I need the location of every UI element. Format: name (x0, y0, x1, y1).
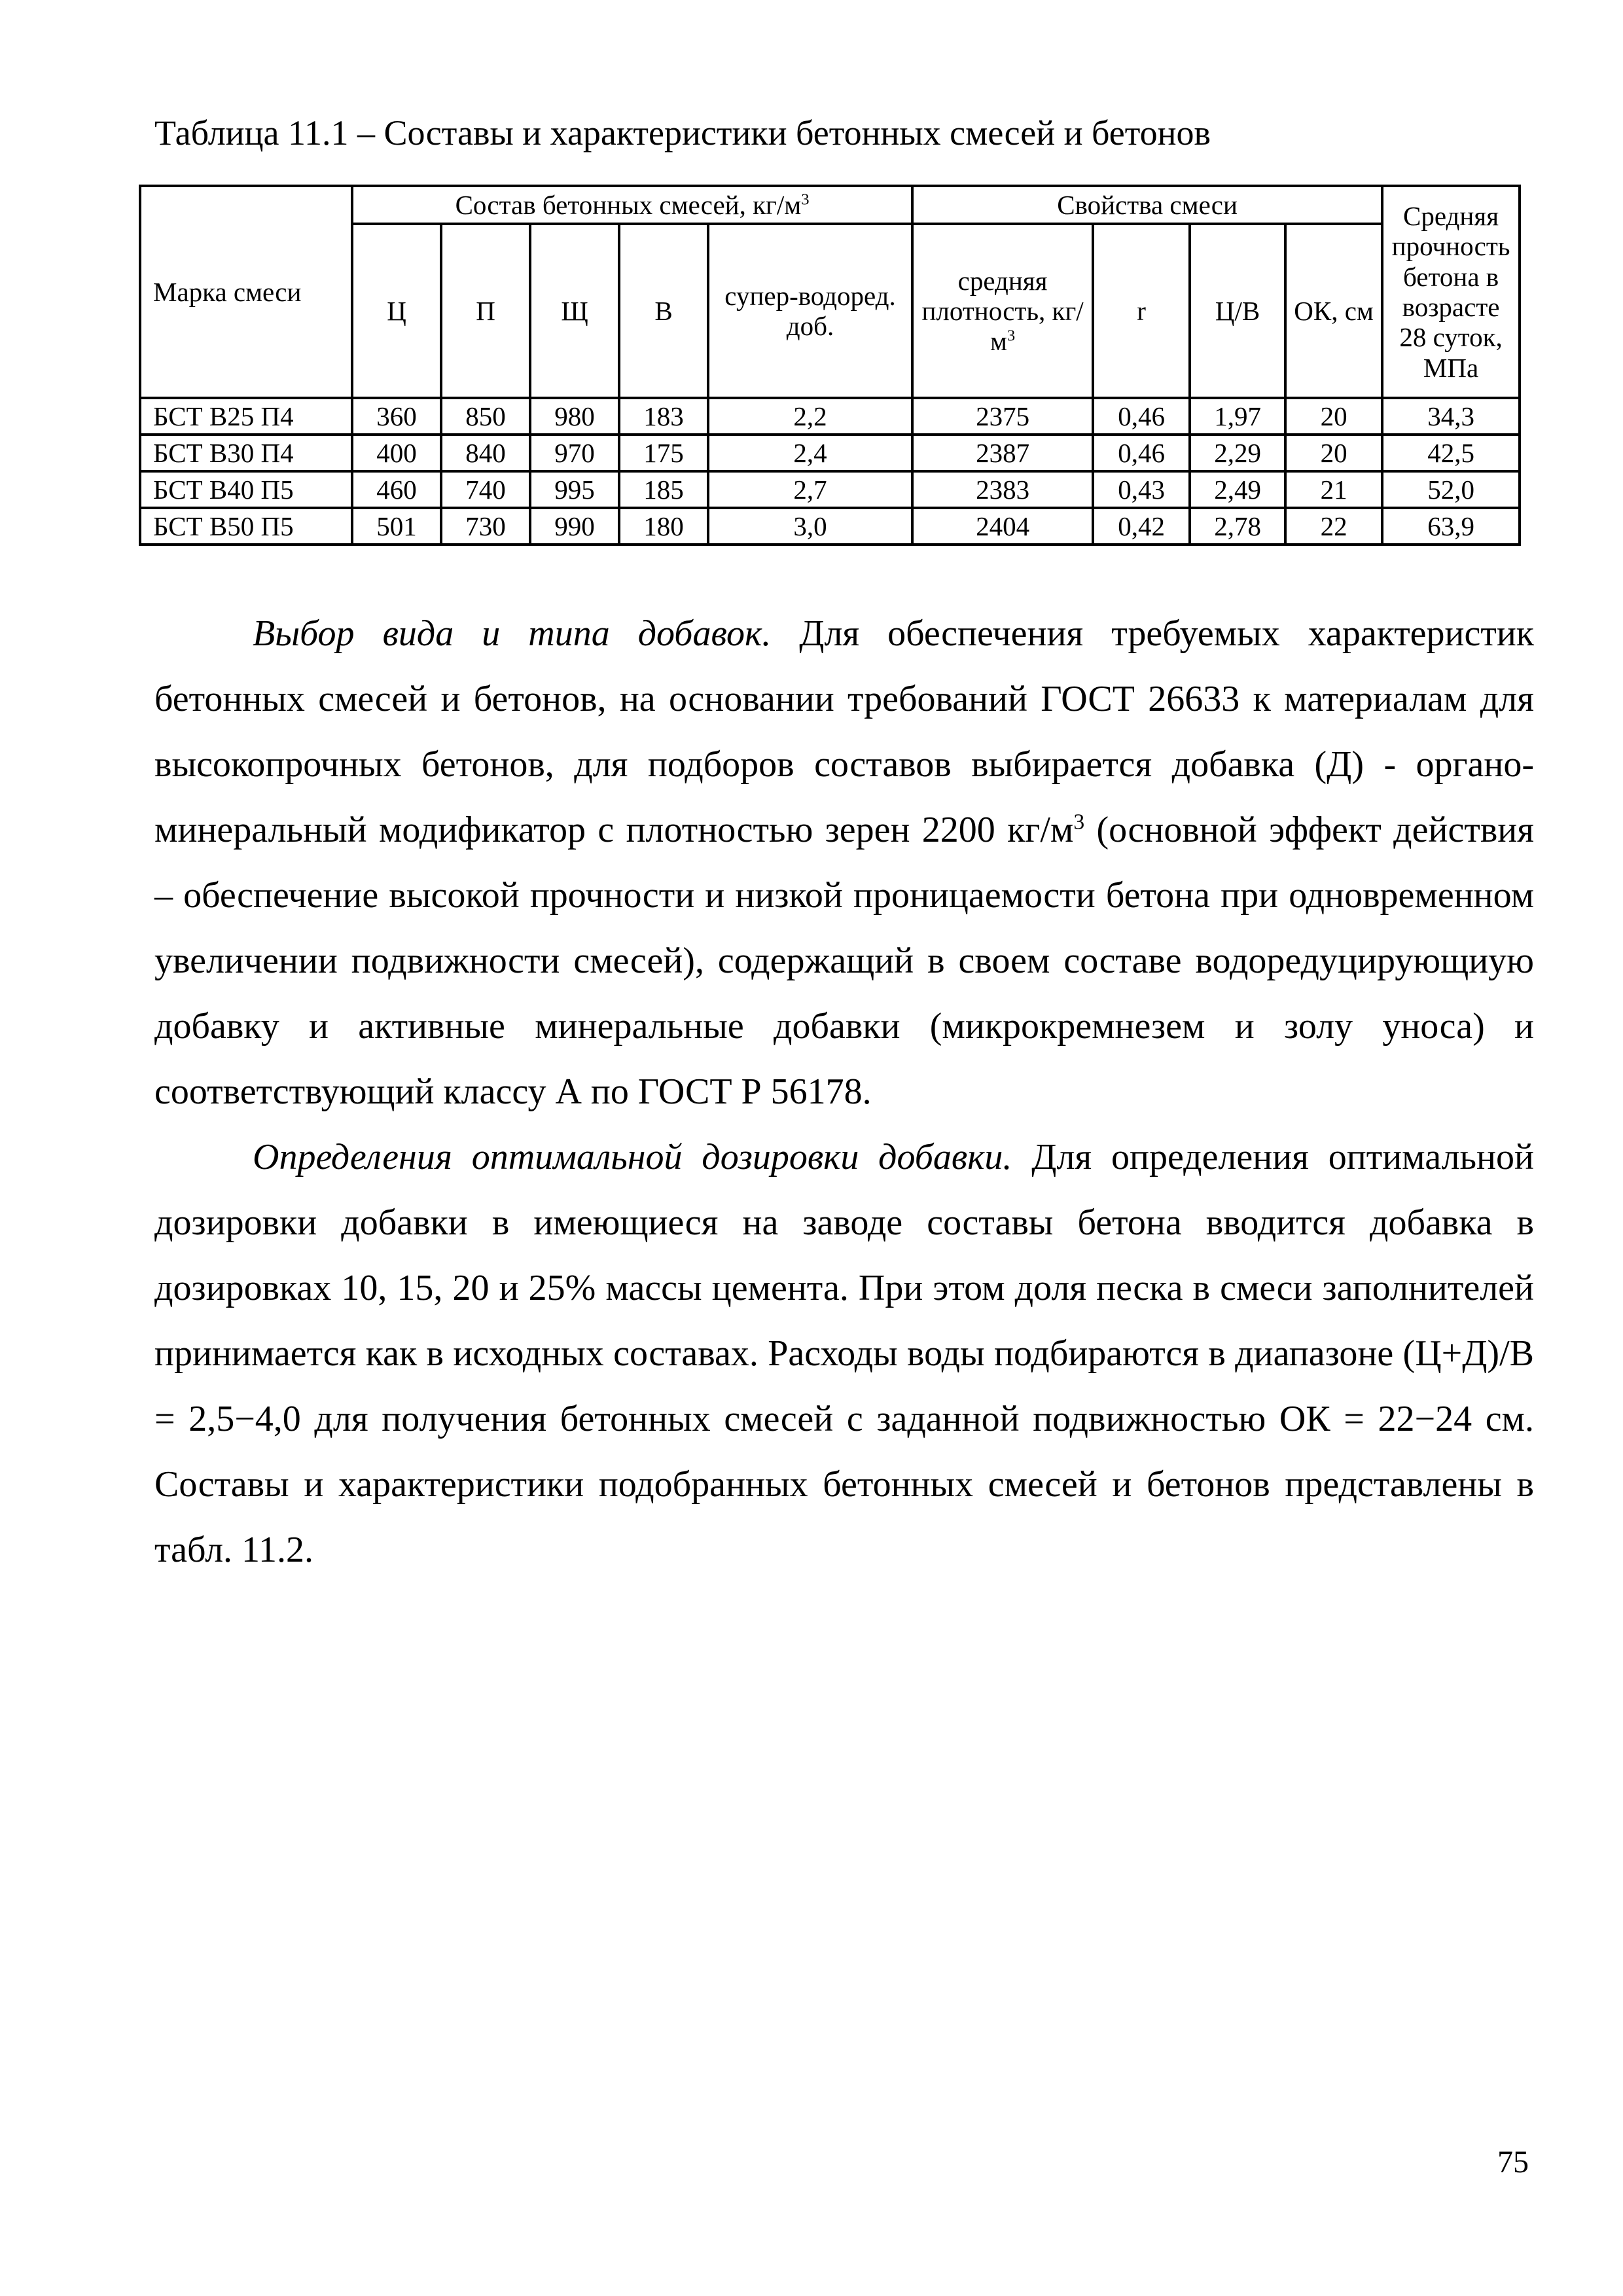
table-cell: 0,46 (1093, 435, 1190, 471)
table-cell: 460 (352, 471, 441, 508)
table-cell: 0,43 (1093, 471, 1190, 508)
table-cell: БСТ В30 П4 (140, 435, 352, 471)
table-cell: 970 (530, 435, 619, 471)
header-composition-group: Состав бетонных смесей, $кг/м^3$ (352, 186, 912, 224)
table-cell: 360 (352, 398, 441, 435)
header-c: Ц (352, 224, 441, 398)
table-cell: 2404 (912, 508, 1093, 545)
table-cell: БСТ В25 П4 (140, 398, 352, 435)
table-cell: 21 (1285, 471, 1382, 508)
table-cell: 990 (530, 508, 619, 545)
paragraph-optimal-dosage: Определения оптимальной дозировки добавки. Для определения оптимальной дозировки добавки в имеющиеся на заводе составы бетона вводится добавка в дозировках 10, 15, 20 и 25% массы цемента. При этом доля песка в смеси заполнителей принимается как в исходных составах. Расходы воды подбираются в диапазоне (Ц+Д)/В = 2,5−4,0 для получения бетонных смесей с заданной подвижностью ОК = 22−24 см. Составы и характеристики подобранных бетонных смесей и бетонов представлены в табл. 11.2. (154, 1137, 1534, 1570)
body-text (154, 601, 1534, 1583)
paragraph-lead: Определения оптимальной дозировки добавки. (253, 1137, 1012, 1177)
table-cell: 2,7 (708, 471, 912, 508)
header-strength: Средняя прочность бетона в возрасте 28 суток, МПа (1382, 186, 1520, 398)
table-cell: 740 (441, 471, 530, 508)
superscript: 3 (1073, 810, 1085, 834)
table-row (140, 471, 1520, 508)
table-cell: БСТ В50 П5 (140, 508, 352, 545)
paragraph-additive-choice: Выбор вида и типа добавок. Для обеспечения требуемых характеристик бетонных смесей и бетонов, на основании требований ГОСТ 26633 к материалам для высокопрочных бетонов, для подборов составов выбирается добавка (Д) - органо-минеральный модификатор с плотностью зерен 2200 $кг/м^3$ (основной эффект действия – обеспечение высокой прочности и низкой проницаемости бетона при одновременном увеличении подвижности смесей), содержащий в своем составе водоредуцирующиую добавку и активные минеральные добавки (микрокремнезем и золу уноса) и соответствующий классу А по ГОСТ Р 56178. (154, 613, 1535, 1112)
table-cell: 20 (1285, 435, 1382, 471)
table-cell: 2,78 (1190, 508, 1285, 545)
table-cell: 2375 (912, 398, 1093, 435)
table-cell: 400 (352, 435, 441, 471)
table-cell: 63,9 (1382, 508, 1520, 545)
table-cell: 501 (352, 508, 441, 545)
header-v: В (619, 224, 708, 398)
table-cell: 34,3 (1382, 398, 1520, 435)
table-cell: 1,97 (1190, 398, 1285, 435)
page-number: 75 (1497, 2145, 1529, 2179)
table-cell: 850 (441, 398, 530, 435)
header-r: r (1093, 224, 1190, 398)
table-cell: БСТ В40 П5 (140, 471, 352, 508)
table-cell: 2,29 (1190, 435, 1285, 471)
table-caption: Таблица 11.1 – Составы и характеристики бетонных смесей и бетонов (154, 113, 1211, 152)
paragraph-lead: Выбор вида и типа добавок. (253, 613, 772, 654)
table-cell: 2,4 (708, 435, 912, 471)
composition-table (139, 185, 1521, 546)
superscript: 3 (1007, 327, 1016, 345)
table-cell: 175 (619, 435, 708, 471)
table-cell: 2,2 (708, 398, 912, 435)
table-header-row-1 (140, 186, 1520, 224)
header-properties-group: Свойства смеси (912, 186, 1382, 224)
table-cell: 42,5 (1382, 435, 1520, 471)
header-sh: Щ (530, 224, 619, 398)
table-cell: 840 (441, 435, 530, 471)
table-cell: 995 (530, 471, 619, 508)
header-ok: ОК, см (1285, 224, 1382, 398)
header-mark: Марка смеси (140, 186, 352, 398)
header-cv: Ц/В (1190, 224, 1285, 398)
header-density: средняя плотность, $кг/м^3$ (912, 224, 1093, 398)
table-row (140, 398, 1520, 435)
table-cell: 20 (1285, 398, 1382, 435)
header-p: П (441, 224, 530, 398)
table-cell: 2,49 (1190, 471, 1285, 508)
table-row (140, 435, 1520, 471)
table-cell: 2387 (912, 435, 1093, 471)
table-cell: 980 (530, 398, 619, 435)
superscript: 3 (801, 190, 810, 209)
table-cell: 0,46 (1093, 398, 1190, 435)
table-cell: 2383 (912, 471, 1093, 508)
header-super: супер-водоред. доб. (708, 224, 912, 398)
table-cell: 730 (441, 508, 530, 545)
table-cell: 22 (1285, 508, 1382, 545)
table-cell: 0,42 (1093, 508, 1190, 545)
table-cell: 180 (619, 508, 708, 545)
table-row (140, 508, 1520, 545)
table-cell: 183 (619, 398, 708, 435)
table-cell: 185 (619, 471, 708, 508)
table-cell: 52,0 (1382, 471, 1520, 508)
table-cell: 3,0 (708, 508, 912, 545)
